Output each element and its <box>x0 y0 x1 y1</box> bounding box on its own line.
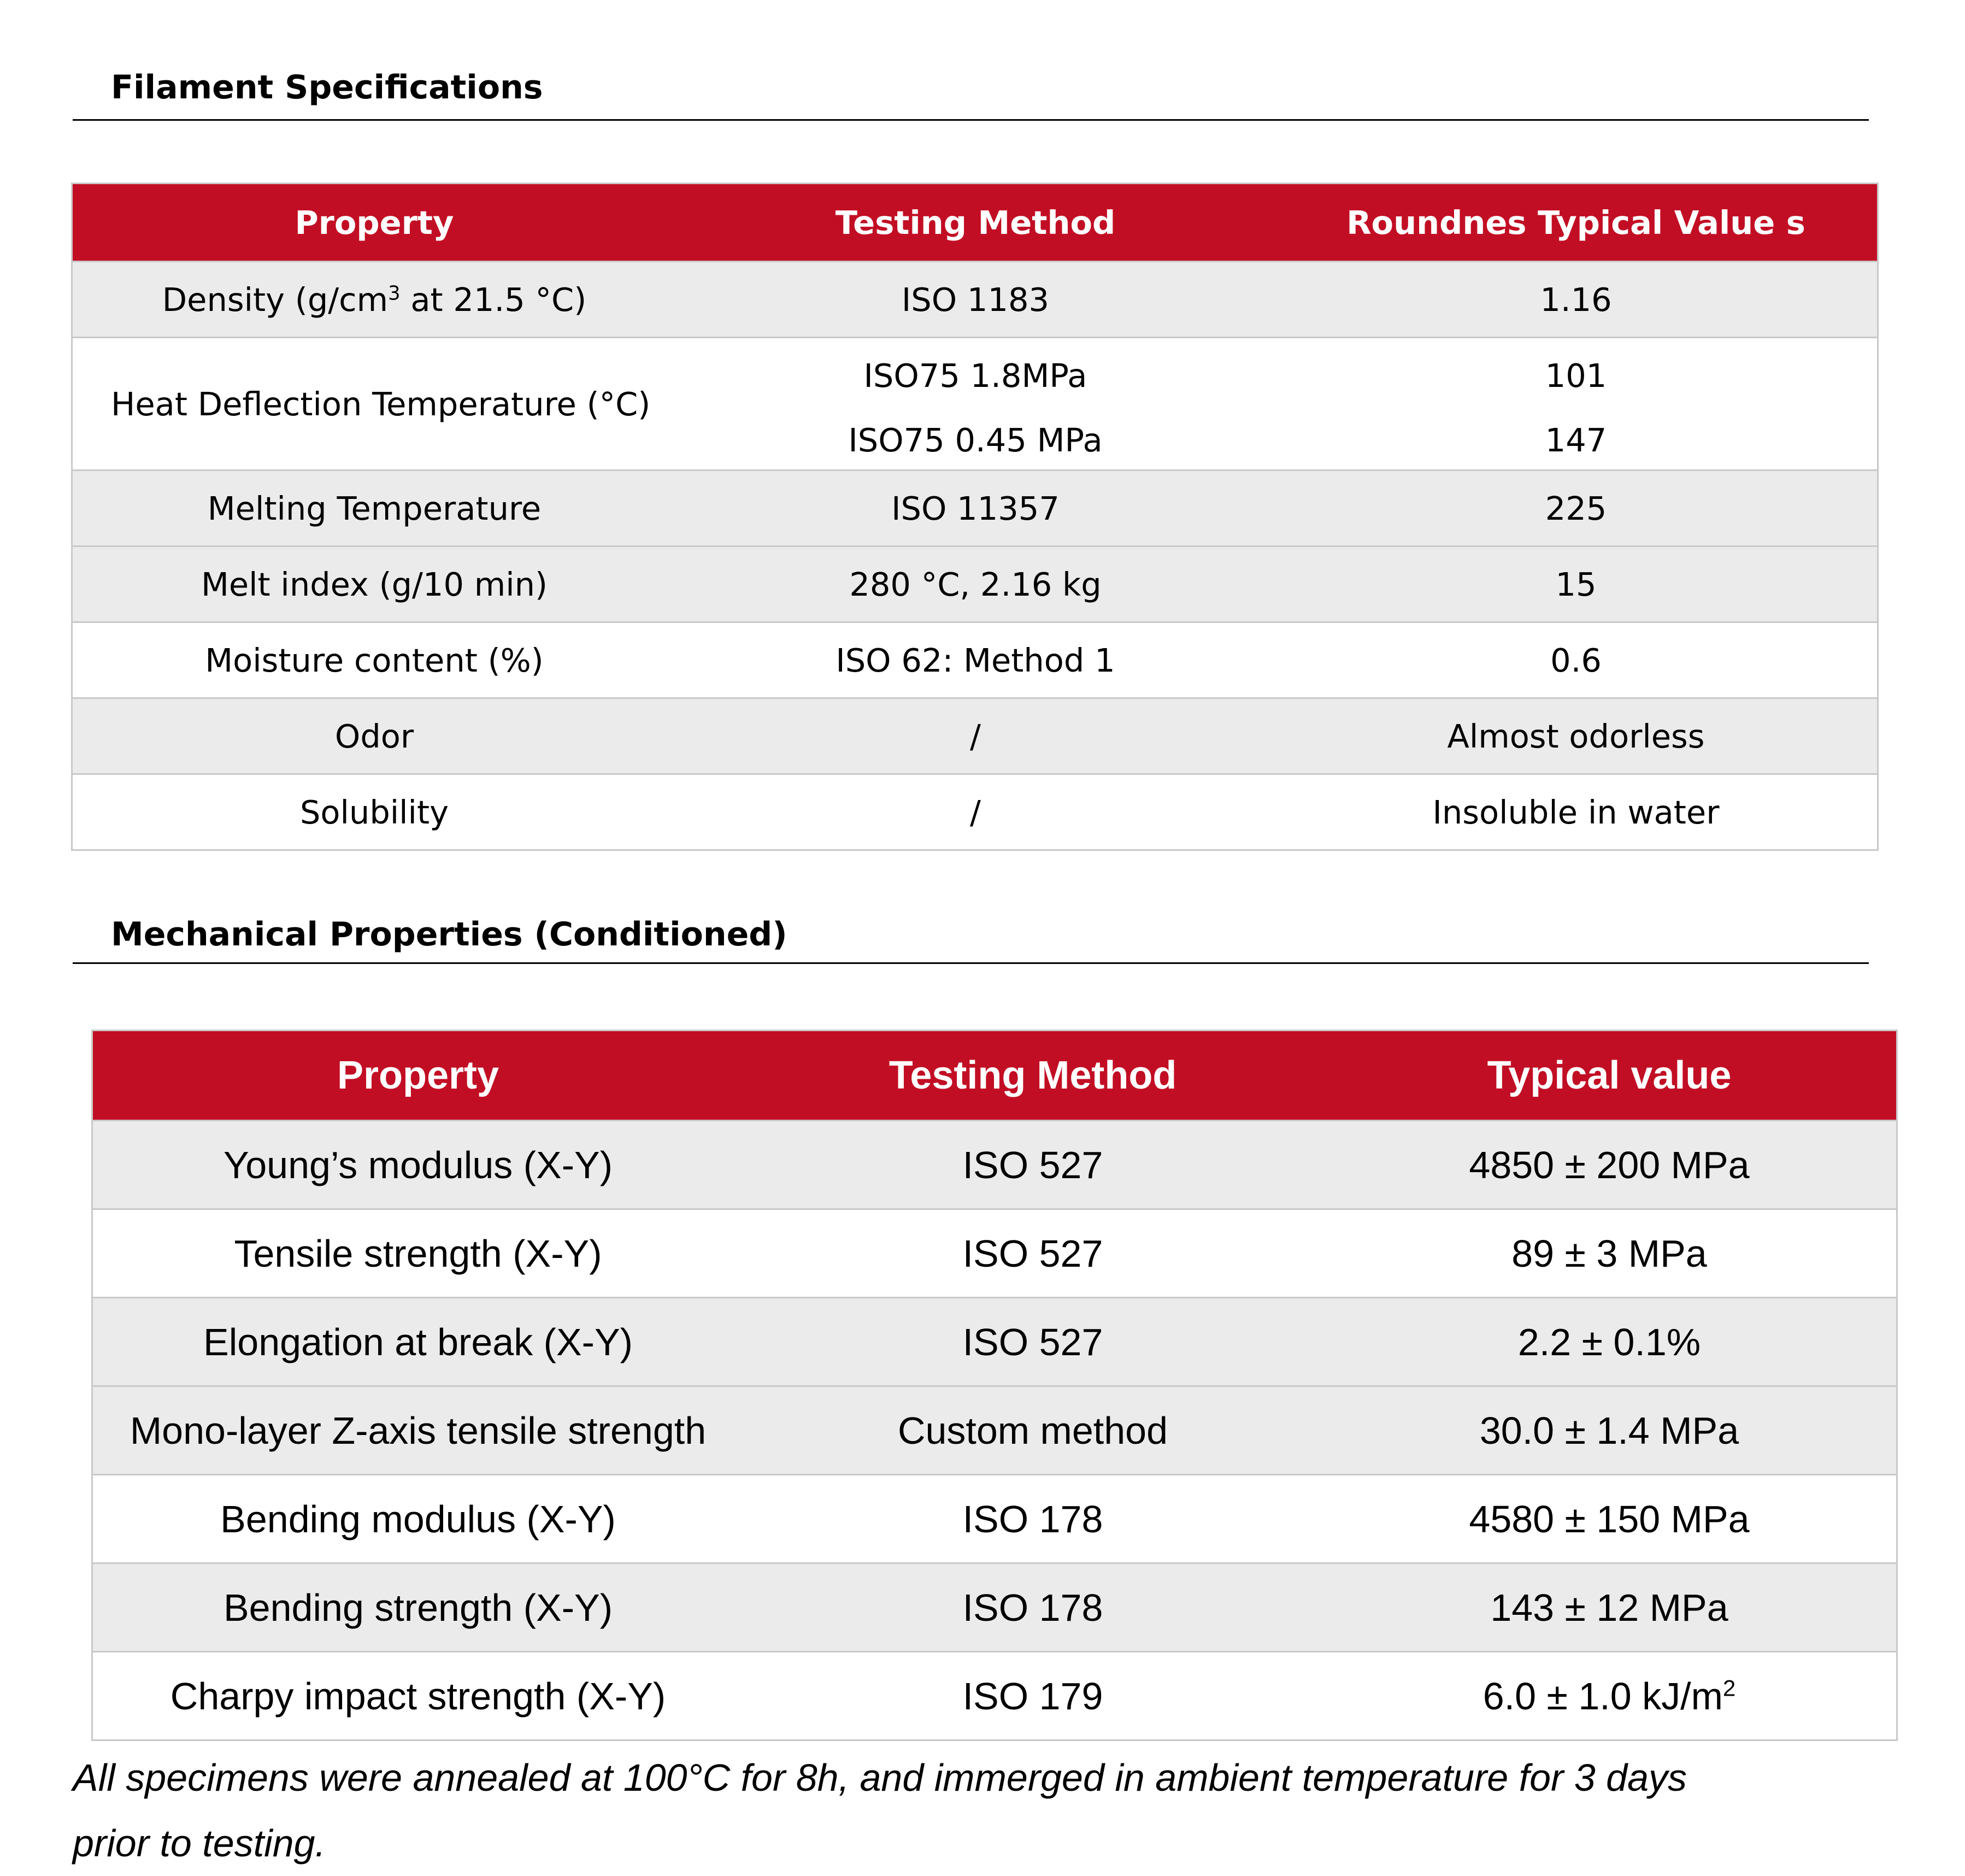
footnote-line: prior to testing. <box>73 1822 326 1865</box>
value-cell: Insoluble in water <box>1275 774 1877 850</box>
table-row <box>93 1298 1896 1386</box>
method-cell: / <box>676 774 1275 850</box>
filament-title-rule <box>73 119 1869 121</box>
table-row <box>73 698 1877 774</box>
value-cell: 4580 ± 150 MPa <box>1322 1475 1896 1563</box>
header-property: Property <box>73 184 676 262</box>
table-row <box>73 338 1877 471</box>
method-cell: ISO 527 <box>743 1298 1322 1386</box>
table-row <box>93 1475 1896 1563</box>
value-cell: 4850 ± 200 MPa <box>1322 1121 1896 1209</box>
method-cell: ISO 527 <box>743 1121 1322 1209</box>
table-row <box>93 1121 1896 1209</box>
property-cell: Charpy impact strength (X-Y) <box>93 1652 743 1740</box>
table-header-row <box>73 184 1877 262</box>
header-typical-value: Roundnes Typical Value s <box>1275 184 1877 262</box>
property-cell: Density ($g/cm^3$ at 21.5 °C) <box>73 262 676 338</box>
method-cell: ISO 1183 <box>676 262 1275 338</box>
table-row <box>93 1386 1896 1475</box>
table-row <box>73 471 1877 546</box>
property-cell: Solubility <box>73 774 676 850</box>
property-cell: Bending strength (X-Y) <box>93 1563 743 1652</box>
property-cell: Melt index (g/10 min) <box>73 546 676 622</box>
header-testing-method: Testing Method <box>743 1031 1322 1121</box>
property-cell: Elongation at break (X-Y) <box>93 1298 743 1386</box>
value-cell: 6.0 ± 1.0 $kJ/m^2$ <box>1322 1652 1896 1740</box>
table-row <box>93 1563 1896 1652</box>
method-cell: Custom method <box>743 1386 1322 1475</box>
property-cell: Melting Temperature <box>73 471 676 546</box>
property-cell: Tensile strength (X-Y) <box>93 1209 743 1298</box>
value-cell: 1.16 <box>1275 262 1877 338</box>
method-cell: ISO 178 <box>743 1563 1322 1652</box>
method-line: ISO75 1.8MPa <box>863 357 1087 395</box>
property-cell: Heat Deflection Temperature (°C) <box>73 338 676 471</box>
table-row <box>73 622 1877 698</box>
method-cell: ISO 527 <box>743 1209 1322 1298</box>
filament-spec-table <box>73 184 1877 849</box>
value-cell: 0.6 <box>1275 622 1877 698</box>
method-cell: 280 °C, 2.16 kg <box>676 546 1275 622</box>
property-cell: Bending modulus (X-Y) <box>93 1475 743 1563</box>
table-row <box>73 546 1877 622</box>
value-cell: 225 <box>1275 471 1877 546</box>
property-cell: Moisture content (%) <box>73 622 676 698</box>
filament-section-title: Filament Specifications <box>111 68 543 107</box>
value-line: 101 <box>1545 357 1607 395</box>
value-cell: 30.0 ± 1.4 MPa <box>1322 1386 1896 1475</box>
property-cell: Odor <box>73 698 676 774</box>
method-cell: / <box>676 698 1275 774</box>
mechanical-section-title: Mechanical Properties (Conditioned) <box>111 915 787 954</box>
table-row <box>73 262 1877 338</box>
method-cell: ISO 62: Method 1 <box>676 622 1275 698</box>
value-cell: 2.2 ± 0.1% <box>1322 1298 1896 1386</box>
footnote <box>73 1745 1876 1876</box>
footnote-line: All specimens were annealed at 100°C for 8h, and immerged in ambient temperature for 3 days <box>73 1756 1687 1799</box>
header-testing-method: Testing Method <box>676 184 1275 262</box>
property-cell: Young’s modulus (X-Y) <box>93 1121 743 1209</box>
method-cell: ISO 179 <box>743 1652 1322 1740</box>
header-property: Property <box>93 1031 743 1121</box>
value-cell <box>1275 338 1877 471</box>
mechanical-title-rule <box>73 962 1869 964</box>
value-cell: 143 ± 12 MPa <box>1322 1563 1896 1652</box>
mechanical-properties-table <box>93 1031 1896 1739</box>
property-cell: Mono-layer Z-axis tensile strength <box>93 1386 743 1475</box>
value-cell: 89 ± 3 MPa <box>1322 1209 1896 1298</box>
table-row <box>93 1209 1896 1298</box>
table-row <box>93 1652 1896 1740</box>
header-typical-value: Typical value <box>1322 1031 1896 1121</box>
table-header-row <box>93 1031 1896 1121</box>
table-row <box>73 774 1877 850</box>
value-line: 147 <box>1545 421 1607 459</box>
method-cell: ISO 11357 <box>676 471 1275 546</box>
value-cell: 15 <box>1275 546 1877 622</box>
value-cell: Almost odorless <box>1275 698 1877 774</box>
method-line: ISO75 0.45 MPa <box>848 421 1103 459</box>
method-cell: ISO 178 <box>743 1475 1322 1563</box>
method-cell <box>676 338 1275 471</box>
